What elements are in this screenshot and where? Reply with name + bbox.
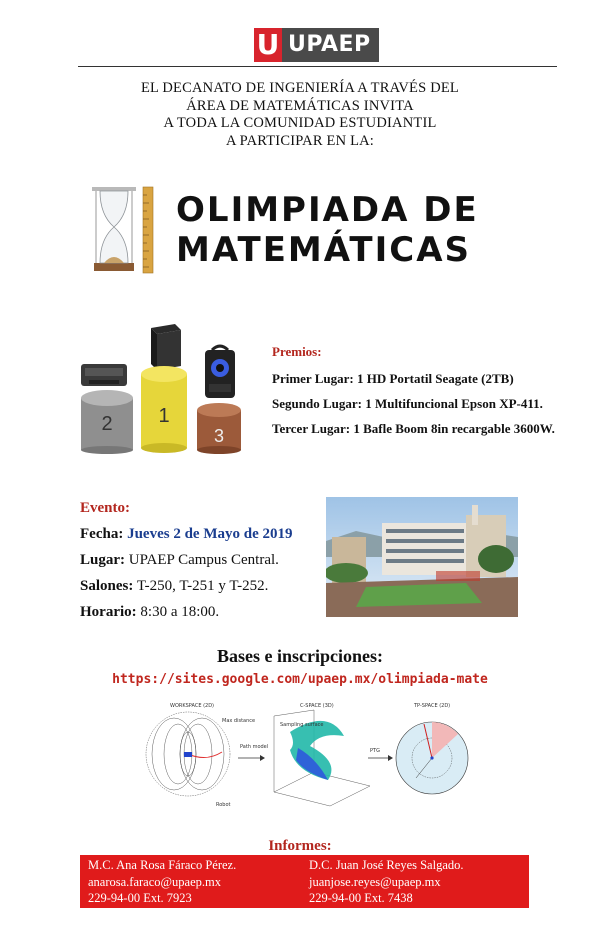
- contact-email[interactable]: anarosa.faraco@upaep.mx: [88, 874, 221, 889]
- rooms-label: Salones:: [80, 578, 134, 594]
- invitation-line: A PARTICIPAR EN LA:: [225, 132, 375, 149]
- contact-name: M.C. Ana Rosa Fáraco Pérez.: [88, 858, 237, 872]
- podium-first-label: 1: [158, 405, 170, 427]
- informes-heading: Informes:: [268, 838, 332, 854]
- sampling-surface-label: Sampling surface: [280, 722, 324, 728]
- event-heading: Evento:: [80, 500, 130, 516]
- prizes-heading: Premios:: [272, 344, 322, 359]
- invitation-line: ÁREA DE MATEMÁTICAS INVITA: [186, 97, 414, 114]
- workspace-title: WORKSPACE (2D): [170, 703, 215, 709]
- date-value: Jueves 2 de Mayo de 2019: [127, 526, 293, 542]
- prize-third: Tercer Lugar: 1 Bafle Boom 8in recargable 3600W.: [272, 421, 555, 436]
- invitation-text: [80, 80, 520, 150]
- robot-label: Robot: [216, 802, 231, 808]
- invitation-line: EL DECANATO DE INGENIERÍA A TRAVÉS DEL: [140, 80, 459, 96]
- prizes-section: [272, 344, 582, 446]
- hard-drive-icon: [151, 324, 181, 370]
- path-model-label: Path model: [240, 744, 269, 750]
- event-details: [80, 500, 330, 630]
- speaker-icon: [205, 346, 235, 398]
- ptg-label: PTG: [370, 748, 380, 754]
- tpspace-title: TP-SPACE (2D): [414, 703, 451, 709]
- invitation-line: A TODA LA COMUNIDAD ESTUDIANTIL: [163, 115, 437, 131]
- workspace-diagrams-illustration: [140, 702, 470, 814]
- event-rooms-row: [80, 578, 330, 595]
- registration-link[interactable]: https://sites.google.com/upaep.mx/olimpiada-mate: [112, 672, 488, 687]
- podium-third-label: 3: [213, 426, 225, 446]
- contact-phone: 229-94-00 Ext. 7923: [88, 891, 192, 905]
- event-place-row: [80, 552, 330, 569]
- title-line-2: MATEMÁTICAS: [176, 230, 472, 270]
- hourglass-ruler-icon: [88, 185, 166, 275]
- logo-text: UPAEP: [282, 28, 379, 62]
- contact-card-2: [309, 857, 464, 907]
- contact-card-1: [88, 857, 236, 907]
- bases-heading: Bases e inscripciones:: [217, 646, 383, 666]
- contact-email[interactable]: juanjose.reyes@upaep.mx: [309, 874, 441, 889]
- place-value: UPAEP Campus Central.: [128, 552, 279, 568]
- event-date-row: [80, 526, 330, 543]
- rooms-value: T-250, T-251 y T-252.: [136, 578, 269, 594]
- campus-photo: [326, 497, 518, 617]
- prize-podium-illustration: [75, 322, 245, 454]
- place-label: Lugar:: [80, 552, 125, 568]
- time-label: Horario:: [80, 604, 137, 620]
- event-time-row: [80, 604, 330, 621]
- contact-name: D.C. Juan José Reyes Salgado.: [309, 858, 464, 872]
- contact-phone: 229-94-00 Ext. 7438: [309, 891, 413, 905]
- event-title: [176, 190, 479, 270]
- header-divider: [78, 66, 557, 67]
- time-value: 8:30 a 18:00.: [140, 604, 220, 620]
- max-distance-label: Max distance: [222, 718, 256, 724]
- logo-letter: U: [256, 28, 280, 61]
- cspace-title: C-SPACE (3D): [300, 703, 334, 709]
- logo-mark: [254, 28, 282, 62]
- title-line-1: OLIMPIADA DE: [176, 190, 479, 230]
- prize-first: Primer Lugar: 1 HD Portatil Seagate (2TB): [272, 371, 514, 386]
- date-label: Fecha:: [80, 526, 124, 542]
- upaep-logo: [254, 28, 379, 62]
- prize-second: Segundo Lugar: 1 Multifuncional Epson XP-411.: [272, 396, 543, 411]
- printer-icon: [81, 364, 127, 386]
- contacts-box: [80, 855, 529, 908]
- podium-second-label: 2: [101, 413, 113, 435]
